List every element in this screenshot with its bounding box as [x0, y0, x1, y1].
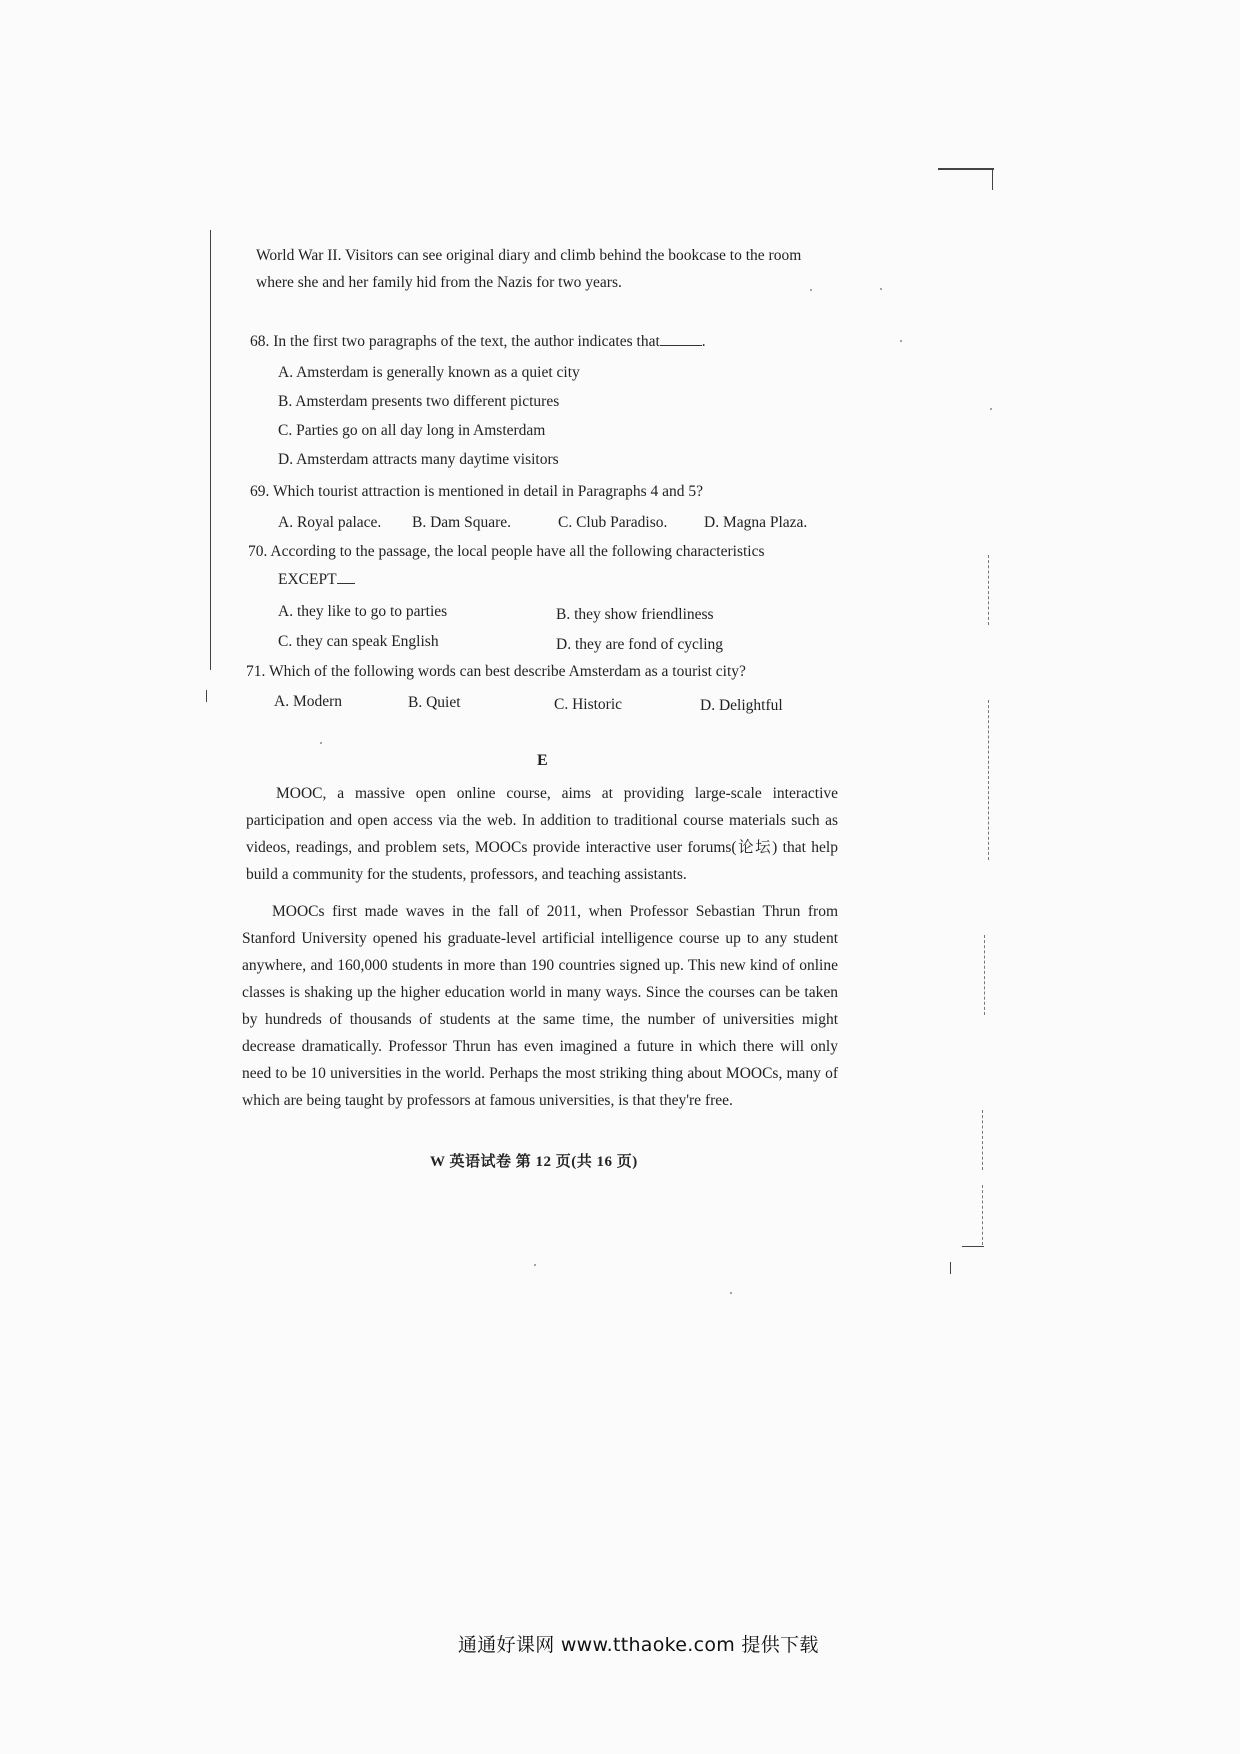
scan-speck	[990, 408, 992, 410]
question-69	[250, 480, 703, 504]
question-stem: Which of the following words can best describe Amsterdam as a tourist city?	[268, 663, 746, 680]
option-69-a[interactable]	[278, 511, 381, 535]
page-number-footer: W 英语试卷 第 12 页(共 16 页)	[430, 1154, 638, 1170]
option-70-b[interactable]	[556, 603, 714, 627]
scan-border-right-dashed	[988, 555, 989, 625]
option-69-c[interactable]	[558, 511, 667, 535]
option-letter: A.	[274, 693, 290, 710]
option-71-c[interactable]	[554, 693, 622, 717]
answer-blank	[337, 569, 355, 584]
passage-e-paragraph-1: MOOC, a massive open online course, aims at providing large-scale interactive participation and open access via the web. In addition to traditional course materials such as videos, readings, and problem sets, MOOCs provide interactive user forums(论坛) that help build a community for the students, professors, and teaching assistants.	[246, 785, 838, 883]
option-text: Historic	[572, 696, 623, 713]
scan-border-left	[210, 230, 211, 670]
option-text: Dam Square.	[430, 514, 512, 531]
section-heading: E	[537, 752, 548, 769]
continuation-line-2: where she and her family hid from the Nazis for two years.	[256, 274, 622, 291]
question-stem-continued: EXCEPT	[278, 571, 337, 588]
option-text: Quiet	[426, 694, 461, 711]
option-text: Amsterdam is generally known as a quiet city	[296, 364, 580, 381]
scan-speck	[320, 742, 322, 744]
download-source-footer: 通通好课网 www.tthaoke.com 提供下载	[458, 1634, 819, 1656]
option-letter: D.	[556, 636, 572, 653]
scan-border-right-dashed-3	[984, 935, 985, 1015]
option-letter: B.	[408, 694, 423, 711]
option-letter: A.	[278, 364, 294, 381]
scan-speck	[730, 1292, 732, 1294]
question-68: 68. In the first two paragraphs of the text, the author indicates that .	[250, 333, 706, 350]
passage-continuation	[256, 242, 852, 296]
question-stem: In the first two paragraphs of the text, the author indicates that	[273, 333, 660, 350]
option-text: Parties go on all day long in Amsterdam	[296, 422, 546, 439]
question-71	[246, 660, 746, 684]
scan-border-right-dashed-4	[982, 1110, 983, 1170]
option-68-c[interactable]	[278, 419, 545, 443]
option-69-b[interactable]	[412, 511, 511, 535]
option-71-d[interactable]	[700, 694, 783, 718]
question-number: 68.	[250, 333, 270, 350]
option-letter: B.	[278, 393, 293, 410]
scan-border-mid-left-tick	[206, 690, 207, 702]
option-text: Amsterdam attracts many daytime visitors	[296, 451, 559, 468]
scan-speck	[880, 288, 882, 290]
option-text: they like to go to parties	[296, 603, 448, 620]
option-letter: D.	[704, 514, 720, 531]
option-text: Magna Plaza.	[722, 514, 808, 531]
question-number: 71.	[246, 663, 266, 680]
option-letter: B.	[412, 514, 427, 531]
option-text: they can speak English	[296, 633, 439, 650]
option-70-c[interactable]	[278, 630, 439, 654]
question-number: 70.	[248, 543, 268, 560]
scan-border-bottom-right-tick	[950, 1262, 951, 1274]
question-number: 69.	[250, 483, 270, 500]
option-letter: C.	[558, 514, 573, 531]
option-71-b[interactable]	[408, 691, 461, 715]
option-letter: D.	[278, 451, 294, 468]
scan-border-top-right-tick	[992, 168, 993, 190]
option-text: Delightful	[718, 697, 783, 714]
option-text: they show friendliness	[574, 606, 714, 623]
scan-border-top-right	[938, 168, 994, 170]
option-letter: D.	[700, 697, 716, 714]
option-letter: C.	[278, 422, 293, 439]
question-70-line-2	[278, 568, 355, 592]
scan-border-right-dashed-5	[982, 1185, 983, 1245]
option-letter: C.	[278, 633, 293, 650]
option-text: Club Paradiso.	[576, 514, 668, 531]
option-68-d[interactable]	[278, 448, 559, 472]
option-letter: A.	[278, 514, 294, 531]
scan-border-right-dashed-2	[988, 700, 989, 860]
option-70-a[interactable]	[278, 600, 447, 624]
option-letter: A.	[278, 603, 294, 620]
option-69-d[interactable]	[704, 511, 807, 535]
question-stem: According to the passage, the local people have all the following characteristics	[270, 543, 765, 560]
scan-border-bottom-right	[962, 1246, 984, 1247]
option-letter: B.	[556, 606, 571, 623]
scan-speck	[534, 1264, 536, 1266]
option-68-b[interactable]	[278, 390, 559, 414]
option-text: they are fond of cycling	[574, 636, 724, 653]
option-70-d[interactable]	[556, 633, 723, 657]
scan-speck	[900, 340, 902, 342]
option-text: Royal palace.	[296, 514, 382, 531]
option-71-a[interactable]	[274, 690, 342, 714]
option-text: Amsterdam presents two different pictures	[295, 393, 560, 410]
answer-blank	[660, 331, 702, 346]
option-text: Modern	[292, 693, 343, 710]
option-letter: C.	[554, 696, 569, 713]
question-70	[248, 540, 765, 564]
question-stem: Which tourist attraction is mentioned in detail in Paragraphs 4 and 5?	[272, 483, 703, 500]
option-68-a[interactable]	[278, 361, 580, 385]
passage-e-paragraph-2: MOOCs first made waves in the fall of 2011, when Professor Sebastian Thrun from Stanford University opened his graduate-level artificial intelligence course up to any student anywhere, and 160,000 students in more than 190 countries signed up. This new kind of online classes is shaking up the higher education world in many ways. Since the courses can be taken by hundreds of thousands of students at the same time, the number of universities might decrease dramatically. Professor Thrun has even imagined a future in which there will only need to be 10 universities in the world. Perhaps the most striking thing about MOOCs, many of which are being taught by professors at famous universities, is that they're free.	[242, 903, 838, 1109]
continuation-line-1: World War II. Visitors can see original diary and climb behind the bookcase to the room	[256, 247, 802, 264]
